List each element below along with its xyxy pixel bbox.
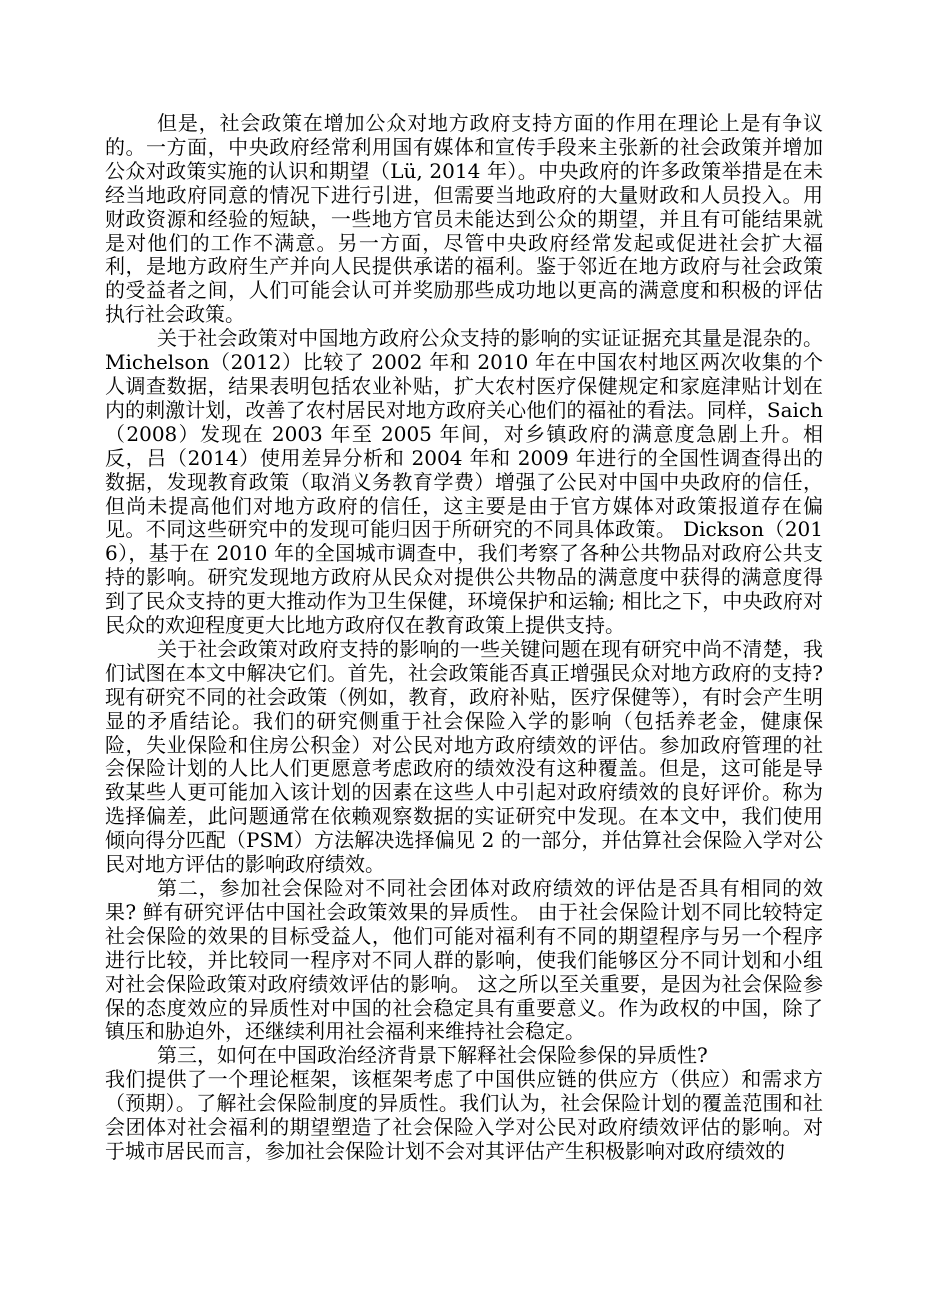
paragraph-empirical-evidence: 关于社会政策对中国地方政府公众支持的影响的实证证据充其量是混杂的。Michelson（2012）比较了 2002 年和 2010 年在中国农村地区两次收集的个人调查数据，结果表明包括农业补贴，扩大农村医疗保健规定和家庭津贴计划在内的刺激计划，改善了农村居民对地方政府关心他们的福祉的看法。同样，Saich（2008）发现在 2003 年至 2005 年间，对乡镇政府的满意度急剧上升。相反，吕（2014）使用差异分析和 2004 年和 2009 年进行的全国性调查得出的数据，发现教育政策（取消义务教育学费）增强了公民对中国中央政府的信任，但尚未提高他们对地方政府的信任，这主要是由于官方媒体对政策报道存在偏见。不同这些研究中的发现可能归因于所研究的不同具体政策。 Dickson（2016），基于在 2010 年的全国城市调查中，我们考察了各种公共物品对政府公共支持的影响。研究发现地方政府从民众对提供公共物品的满意度中获得的满意度得到了民众支持的更大推动作为卫生保健，环境保护和运输; 相比之下，中央政府对民众的欢迎程度更大比地方政府仅在教育政策上提供支持。 <box>105 326 823 638</box>
paragraph-theoretical-debate: 但是，社会政策在增加公众对地方政府支持方面的作用在理论上是有争议的。一方面，中央政府经常利用国有媒体和宣传手段来主张新的社会政策并增加公众对政策实施的认识和期望（Lü, 2014 年）。中央政府的许多政策举措是在未经当地政府同意的情况下进行引进，但需要当地政府的大量财政和人员投入。用财政资源和经验的短缺，一些地方官员未能达到公众的期望，并且有可能结果就是对他们的工作不满意。另一方面，尽管中央政府经常发起或促进社会扩大福利，是地方政府生产并向人民提供承诺的福利。鉴于邻近在地方政府与社会政策的受益者之间，人们可能会认可并奖励那些成功地以更高的满意度和积极的评估执行社会政策。 <box>105 111 823 327</box>
paragraph-third-question-heading: 第三，如何在中国政治经济背景下解释社会保险参保的异质性? <box>157 1043 708 1068</box>
paragraph-first-question: 关于社会政策对政府支持的影响的一些关键问题在现有研究中尚不清楚，我们试图在本文中解决它们。首先，社会政策能否真正增强民众对地方政府的支持? 现有研究不同的社会政策（例如，教育，政府补贴，医疗保健等），有时会产生明显的矛盾结论。我们的研究侧重于社会保险入学的影响（包括养老金，健康保险，失业保险和住房公积金）对公民对地方政府绩效的评估。参加政府管理的社会保险计划的人比人们更愿意考虑政府的绩效没有这种覆盖。但是，这可能是导致某些人更可能加入该计划的因素在这些人中引起对政府绩效的良好评价。称为选择偏差，此问题通常在依赖观察数据的实证研究中发现。在本文中，我们使用倾向得分匹配（PSM）方法解决选择偏见 2 的一部分，并估算社会保险入学对公民对地方评估的影响政府绩效。 <box>105 636 823 877</box>
paragraph-second-question: 第二，参加社会保险对不同社会团体对政府绩效的评估是否具有相同的效果? 鲜有研究评估中国社会政策效果的异质性。 由于社会保险计划不同比较特定社会保险的效果的目标受益人，他们可能对福利有不同的期望程序与另一个程序进行比较，并比较同一程序对不同人群的影响，使我们能够区分不同计划和小组对社会保险政策对政府绩效评估的影响。 这之所以至关重要，是因为社会保险参保的态度效应的异质性对中国的社会稳定具有重要意义。作为政权的中国，除了镇压和胁迫外，还继续利用社会福利来维持社会稳定。 <box>105 876 823 1044</box>
paragraph-theoretical-framework: 我们提供了一个理论框架，该框架考虑了中国供应链的供应方（供应）和需求方（预期）。了解社会保险制度的异质性。我们认为，社会保险计划的覆盖范围和社会团体对社会福利的期望塑造了社会保险入学对公民对政府绩效评估的影响。对于城市居民而言，参加社会保险计划不会对其评估产生积极影响对政府绩效的 <box>105 1067 823 1163</box>
document-page <box>105 112 823 1164</box>
